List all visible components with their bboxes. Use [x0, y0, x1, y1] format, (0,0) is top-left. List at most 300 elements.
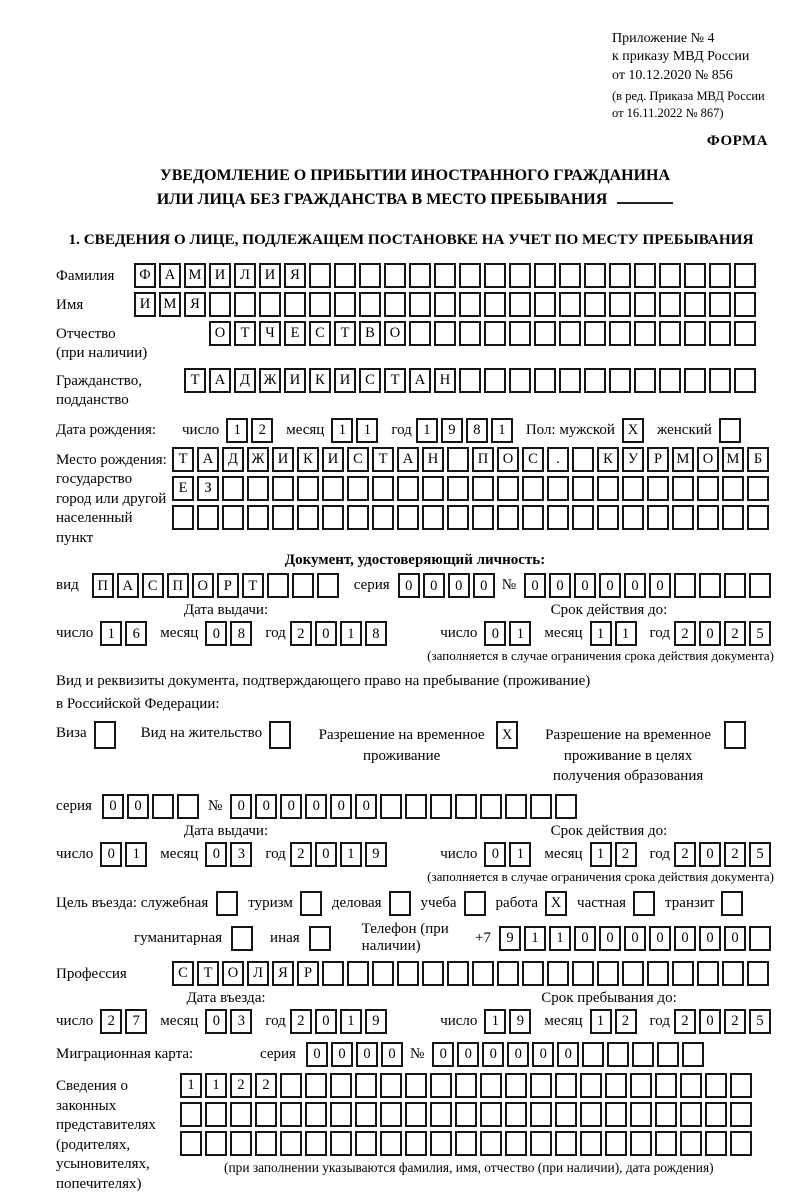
visa-checkbox	[94, 721, 116, 749]
form-cell	[472, 505, 494, 530]
form-cell	[709, 368, 731, 393]
form-cell	[724, 573, 746, 598]
form-cell	[409, 263, 431, 288]
form-cell	[355, 1131, 377, 1156]
form-cell	[330, 1102, 352, 1127]
form-cell	[455, 1131, 477, 1156]
form-cell: Р	[297, 961, 319, 986]
form-cell	[730, 1102, 752, 1127]
purpose-work-label: работа	[495, 895, 539, 912]
month-label: месяц	[544, 625, 583, 642]
purpose-private-checkbox	[633, 891, 655, 916]
month-label: месяц	[544, 1013, 583, 1030]
form-cell	[709, 263, 731, 288]
identity-issue-day-cells	[100, 621, 150, 646]
form-cell	[484, 292, 506, 317]
identity-issue-year-cells	[290, 621, 390, 646]
form-cell: С	[359, 368, 381, 393]
form-cell	[505, 794, 527, 819]
month-label: месяц	[160, 1013, 199, 1030]
birth-place-row	[56, 447, 774, 549]
form-cell	[622, 505, 644, 530]
identity-issue-month-cells	[205, 621, 255, 646]
form-cell	[555, 794, 577, 819]
identity-valid-day-cells	[484, 621, 534, 646]
form-cell	[580, 1102, 602, 1127]
form-cell	[747, 961, 769, 986]
form-cell: 2	[724, 621, 746, 646]
form-cell: А	[397, 447, 419, 472]
residence-valid-day-cells	[484, 842, 534, 867]
form-cell	[384, 292, 406, 317]
form-cell: И	[259, 263, 281, 288]
purpose-transit-checkbox	[721, 891, 743, 916]
revision-line: (в ред. Приказа МВД России	[612, 89, 765, 104]
residence-valid-date	[440, 842, 774, 867]
month-label: месяц	[160, 625, 199, 642]
form-cell	[609, 292, 631, 317]
form-cell	[372, 476, 394, 501]
form-cell: П	[167, 573, 189, 598]
form-cell: 2	[615, 1009, 637, 1034]
residence-doc-series-row	[56, 794, 774, 819]
form-cell	[422, 476, 444, 501]
form-cell	[180, 1131, 202, 1156]
form-label: ФОРМА	[706, 133, 768, 150]
representatives-line2	[180, 1102, 755, 1127]
form-cell: Т	[384, 368, 406, 393]
form-cell	[177, 794, 199, 819]
form-cell: 0	[355, 794, 377, 819]
form-cell: 1	[356, 418, 378, 443]
form-cell	[734, 368, 756, 393]
form-cell	[322, 961, 344, 986]
form-cell	[434, 292, 456, 317]
form-cell: 0	[330, 794, 352, 819]
form-cell	[609, 321, 631, 346]
form-cell	[559, 263, 581, 288]
form-cell	[647, 505, 669, 530]
form-cell	[372, 961, 394, 986]
purpose-business-label: деловая	[331, 895, 382, 912]
form-cell	[572, 505, 594, 530]
birth-month-cells	[331, 418, 381, 443]
form-cell	[572, 476, 594, 501]
form-cell: 0	[205, 621, 227, 646]
surname-row	[56, 263, 774, 288]
form-cell: К	[597, 447, 619, 472]
citizenship-cells	[184, 368, 759, 393]
form-cell	[609, 263, 631, 288]
entry-date-heading: Дата въезда:	[186, 990, 266, 1007]
residence-series-cells	[102, 794, 202, 819]
form-cell: К	[309, 368, 331, 393]
form-cell	[292, 573, 314, 598]
form-cell	[734, 321, 756, 346]
form-cell: 0	[649, 573, 671, 598]
citizenship-row	[56, 368, 774, 411]
form-cell	[722, 961, 744, 986]
form-cell	[697, 961, 719, 986]
issue-date-heading: Дата выдачи:	[183, 602, 269, 619]
form-cell	[634, 292, 656, 317]
given-name-row	[56, 292, 774, 317]
form-cell: 0	[473, 573, 495, 598]
form-cell	[555, 1102, 577, 1127]
form-cell	[749, 926, 771, 951]
purpose-service-checkbox	[216, 891, 238, 916]
form-cell	[355, 1073, 377, 1098]
form-cell	[597, 505, 619, 530]
form-cell	[405, 1102, 427, 1127]
form-cell: 0	[699, 926, 721, 951]
residence-doc-line1: Вид и реквизиты документа, подтверждающего право на пребывание (проживание)	[56, 673, 591, 690]
migration-series-cells	[306, 1042, 406, 1067]
form-cell: С	[522, 447, 544, 472]
residence-permit-checkbox	[269, 721, 291, 749]
given-name-cells	[134, 292, 759, 317]
form-cell: 2	[674, 1009, 696, 1034]
form-cell	[509, 292, 531, 317]
entry-day-cells	[100, 1009, 150, 1034]
form-cell	[480, 1073, 502, 1098]
temp-residence-option	[314, 721, 521, 766]
stay-year-cells	[674, 1009, 774, 1034]
year-label: год	[649, 625, 670, 642]
form-cell: 0	[102, 794, 124, 819]
form-cell: 0	[280, 794, 302, 819]
form-cell	[659, 263, 681, 288]
form-cell	[484, 368, 506, 393]
representatives-row	[56, 1073, 774, 1194]
purpose-study-label: учеба	[420, 895, 457, 912]
form-cell	[634, 321, 656, 346]
form-cell: Л	[247, 961, 269, 986]
form-cell: И	[284, 368, 306, 393]
form-cell: У	[622, 447, 644, 472]
form-cell: И	[334, 368, 356, 393]
identity-issue-date	[56, 621, 392, 646]
form-cell	[697, 505, 719, 530]
form-cell	[234, 292, 256, 317]
form-cell: 2	[290, 621, 312, 646]
form-cell: 0	[457, 1042, 479, 1067]
form-cell	[230, 1131, 252, 1156]
entry-purpose-service-label: Цель въезда: служебная	[56, 895, 209, 912]
residence-series-label: серия	[56, 798, 92, 815]
form-cell	[430, 794, 452, 819]
valid-until-heading: Срок действия до:	[550, 823, 668, 840]
issue-date-heading: Дата выдачи:	[183, 823, 269, 840]
migration-number-cells	[432, 1042, 707, 1067]
form-cell: Т	[172, 447, 194, 472]
sex-male-label: Пол: мужской	[525, 421, 615, 438]
form-cell	[355, 1102, 377, 1127]
form-cell	[634, 263, 656, 288]
form-cell: 0	[127, 794, 149, 819]
form-cell: П	[472, 447, 494, 472]
residence-validity-note: (заполняется в случае ограничения срока действия документа)	[427, 869, 774, 885]
form-cell	[630, 1073, 652, 1098]
entry-purpose-row2	[56, 921, 774, 955]
profession-row	[56, 961, 774, 986]
temp-residence-checkbox: X	[496, 721, 518, 749]
form-cell	[584, 321, 606, 346]
form-cell	[584, 263, 606, 288]
form-cell: 0	[381, 1042, 403, 1067]
form-cell: 0	[484, 621, 506, 646]
form-cell	[684, 368, 706, 393]
form-cell	[747, 476, 769, 501]
birth-place-cells	[172, 447, 772, 534]
form-cell: 0	[448, 573, 470, 598]
form-cell: 0	[699, 842, 721, 867]
form-cell	[405, 1131, 427, 1156]
form-cell	[480, 1102, 502, 1127]
entry-dates-row	[56, 1009, 774, 1034]
form-cell	[405, 794, 427, 819]
form-cell	[359, 292, 381, 317]
form-cell: 0	[205, 842, 227, 867]
form-cell	[272, 476, 294, 501]
form-cell	[659, 292, 681, 317]
form-cell	[622, 476, 644, 501]
form-cell: Т	[242, 573, 264, 598]
form-cell	[672, 505, 694, 530]
form-cell: 2	[724, 1009, 746, 1034]
purpose-transit-label: транзит	[665, 895, 715, 912]
form-cell: 5	[749, 842, 771, 867]
birth-day-cells	[226, 418, 276, 443]
form-cell	[559, 368, 581, 393]
form-cell: Я	[272, 961, 294, 986]
form-cell	[422, 505, 444, 530]
form-cell: Ф	[134, 263, 156, 288]
appendix-block	[612, 30, 774, 121]
form-cell	[305, 1073, 327, 1098]
form-cell: 2	[724, 842, 746, 867]
form-cell	[597, 476, 619, 501]
form-cell	[309, 292, 331, 317]
form-cell: 0	[315, 842, 337, 867]
form-cell	[334, 292, 356, 317]
given-name-label: Имя	[56, 296, 84, 313]
representatives-line3	[180, 1131, 755, 1156]
form-cell: И	[272, 447, 294, 472]
form-cell: М	[184, 263, 206, 288]
form-cell: Т	[197, 961, 219, 986]
form-cell	[247, 505, 269, 530]
form-cell	[459, 292, 481, 317]
form-cell	[380, 1102, 402, 1127]
form-cell	[447, 447, 469, 472]
purpose-humanitarian-checkbox	[231, 926, 253, 951]
form-cell	[580, 1073, 602, 1098]
purpose-tourism-checkbox	[300, 891, 322, 916]
residence-issue-month-cells	[205, 842, 255, 867]
identity-doc-row	[56, 573, 774, 598]
form-cell: Б	[747, 447, 769, 472]
form-cell	[709, 292, 731, 317]
form-cell	[152, 794, 174, 819]
entry-date-headings	[56, 990, 774, 1007]
title-line2: ИЛИ ЛИЦА БЕЗ ГРАЖДАНСТВА В МЕСТО ПРЕБЫВАНИЯ	[56, 188, 774, 211]
form-cell	[555, 1131, 577, 1156]
residence-number-cells	[230, 794, 580, 819]
form-cell: 1	[416, 418, 438, 443]
form-cell	[409, 321, 431, 346]
residence-issue-day-cells	[100, 842, 150, 867]
form-cell: С	[142, 573, 164, 598]
patronymic-row	[56, 321, 774, 364]
form-cell: Т	[184, 368, 206, 393]
form-cell	[259, 292, 281, 317]
birth-date-group	[174, 418, 744, 443]
form-cell: 0	[331, 1042, 353, 1067]
visa-label: Виза	[56, 725, 87, 742]
form-cell	[222, 476, 244, 501]
year-label: год	[265, 846, 286, 863]
form-cell	[632, 1042, 654, 1067]
form-cell: 1	[340, 621, 362, 646]
form-cell	[497, 476, 519, 501]
residence-date-headings	[56, 823, 774, 840]
form-cell	[584, 368, 606, 393]
form-cell	[305, 1102, 327, 1127]
form-cell	[747, 505, 769, 530]
form-cell	[284, 292, 306, 317]
residence-issue-year-cells	[290, 842, 390, 867]
form-cell: Я	[184, 292, 206, 317]
form-cell	[505, 1131, 527, 1156]
year-label: год	[391, 421, 412, 438]
form-cell: 0	[356, 1042, 378, 1067]
month-label: месяц	[160, 846, 199, 863]
form-cell: 1	[100, 621, 122, 646]
form-cell	[684, 263, 706, 288]
form-cell: 0	[599, 573, 621, 598]
form-cell: 1	[509, 842, 531, 867]
identity-date-headings	[56, 602, 774, 619]
stay-until-date	[440, 1009, 774, 1034]
form-cell: С	[347, 447, 369, 472]
form-cell: 0	[624, 573, 646, 598]
citizenship-label: Гражданство, подданство	[56, 372, 143, 409]
form-cell: О	[384, 321, 406, 346]
form-cell: М	[722, 447, 744, 472]
form-cell	[505, 1073, 527, 1098]
form-cell	[730, 1073, 752, 1098]
form-cell	[430, 1073, 452, 1098]
form-cell	[372, 505, 394, 530]
form-cell: О	[497, 447, 519, 472]
form-cell	[522, 476, 544, 501]
form-cell: 5	[749, 1009, 771, 1034]
form-cell	[380, 794, 402, 819]
form-cell: 2	[290, 842, 312, 867]
form-cell	[480, 794, 502, 819]
purpose-business-checkbox	[389, 891, 411, 916]
form-cell: 0	[305, 794, 327, 819]
form-cell: 8	[466, 418, 488, 443]
form-cell	[734, 263, 756, 288]
stay-day-cells	[484, 1009, 534, 1034]
form-cell	[572, 447, 594, 472]
form-cell	[472, 476, 494, 501]
form-cell: 7	[125, 1009, 147, 1034]
form-cell	[657, 1042, 679, 1067]
form-cell	[430, 1131, 452, 1156]
form-cell	[205, 1131, 227, 1156]
day-label: число	[56, 846, 94, 863]
form-cell: 1	[549, 926, 571, 951]
form-cell: Р	[217, 573, 239, 598]
form-cell	[422, 961, 444, 986]
form-cell: 2	[255, 1073, 277, 1098]
form-cell	[197, 505, 219, 530]
residence-doc-line2: в Российской Федерации:	[56, 695, 220, 712]
form-cell: А	[159, 263, 181, 288]
identity-doc-heading: Документ, удостоверяющий личность:	[284, 552, 546, 569]
form-cell	[534, 263, 556, 288]
form-cell: 5	[749, 621, 771, 646]
patronymic-label: Отчество (при наличии)	[56, 325, 148, 362]
form-cell	[267, 573, 289, 598]
residence-doc-options-row	[56, 721, 774, 786]
month-label: месяц	[286, 421, 325, 438]
profession-cells	[172, 961, 772, 986]
form-cell	[505, 1102, 527, 1127]
form-cell: Ж	[259, 368, 281, 393]
form-cell	[655, 1131, 677, 1156]
purpose-tourism-label: туризм	[248, 895, 293, 912]
form-cell	[547, 505, 569, 530]
form-cell	[297, 505, 319, 530]
day-label: число	[440, 625, 478, 642]
form-cell	[609, 368, 631, 393]
form-cell: 0	[100, 842, 122, 867]
form-cell: 1	[340, 1009, 362, 1034]
form-cell	[317, 573, 339, 598]
form-cell	[699, 573, 721, 598]
form-cell	[409, 292, 431, 317]
document-title	[56, 164, 774, 210]
form-cell	[322, 505, 344, 530]
form-cell: 0	[484, 842, 506, 867]
doc-number-sign: №	[501, 577, 516, 594]
form-cell	[255, 1131, 277, 1156]
form-cell	[722, 476, 744, 501]
residence-issue-date	[56, 842, 392, 867]
form-cell: Т	[372, 447, 394, 472]
form-cell: 3	[230, 1009, 252, 1034]
form-cell: Ч	[259, 321, 281, 346]
form-cell	[559, 292, 581, 317]
form-cell	[347, 505, 369, 530]
form-cell: 0	[230, 794, 252, 819]
form-cell: 0	[205, 1009, 227, 1034]
form-cell	[447, 505, 469, 530]
residence-valid-year-cells	[674, 842, 774, 867]
form-cell	[280, 1131, 302, 1156]
form-cell: Ж	[247, 447, 269, 472]
form-cell	[272, 505, 294, 530]
form-cell	[680, 1102, 702, 1127]
form-cell	[330, 1073, 352, 1098]
form-cell	[430, 1102, 452, 1127]
form-cell	[347, 476, 369, 501]
year-label: год	[265, 1013, 286, 1030]
